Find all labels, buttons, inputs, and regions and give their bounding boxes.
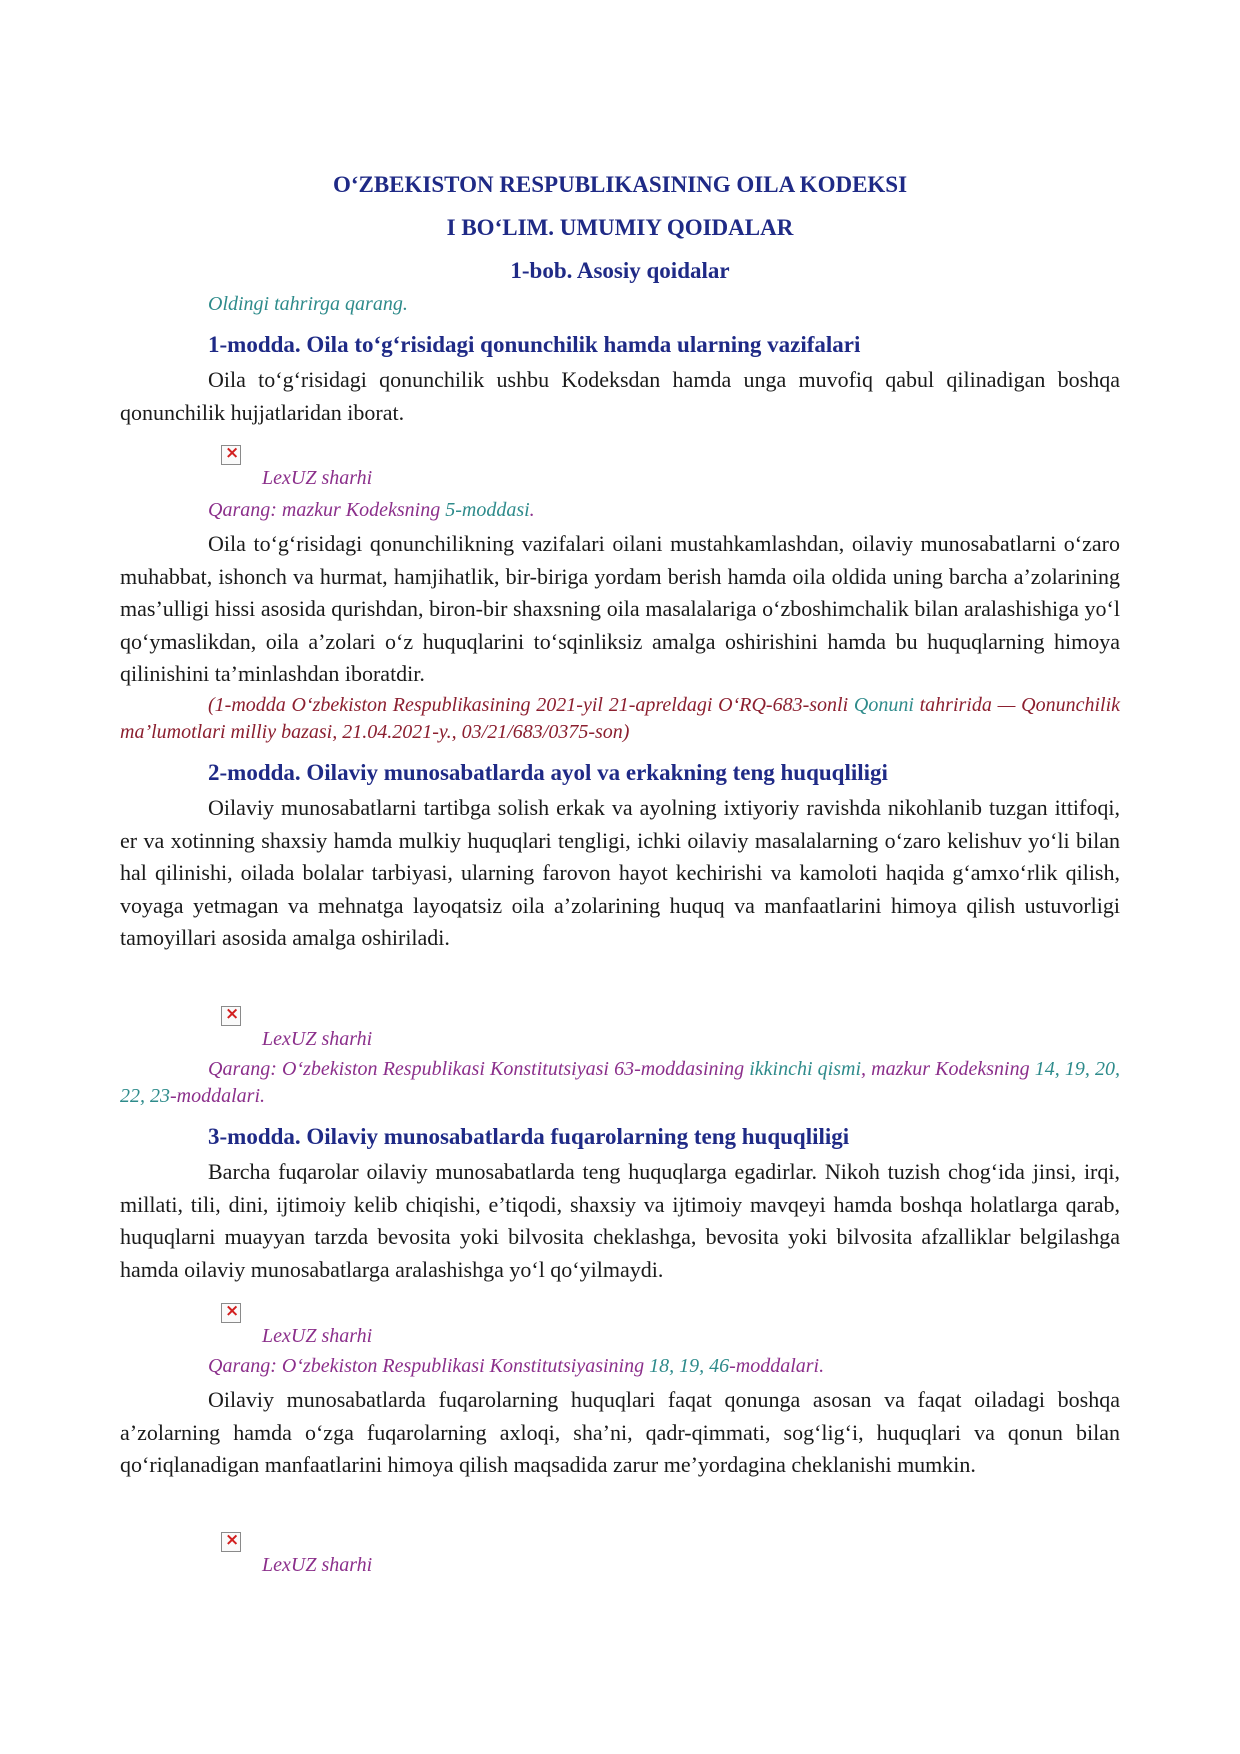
article-3-paragraph-2: Oilaviy munosabatlarda fuqarolarning huquqlari faqat qonunga asosan va faqat oiladagi boshqa a’zolarning hamda o‘zga fuqarolarning axloqi, sha’ni, qadr-qimmati, sog‘lig‘i, huquqlari va qonun bilan qo‘riqlanadigan manfaatlarini himoya qilish maqsadida zarur me’yordagina cheklanishi mumkin. <box>120 1387 1120 1477</box>
lexuz-commentary-label[interactable]: LexUZ sharhi <box>262 1028 373 1050</box>
broken-image-icon <box>221 1303 241 1323</box>
article-3-reference: Qarang: O‘zbekiston Respublikasi Konstitutsiyasining 18, 19, 46-moddalari. <box>208 1355 825 1377</box>
chapter-title: 1-bob. Asosiy qoidalar <box>510 258 730 283</box>
article-1-amendment-note: (1-modda O‘zbekiston Respublikasining 2021-yil 21-apreldagi O‘RQ-683-sonli Qonuni tahririda — Qonunchilik ma’lumotlari milliy bazasi, 21.04.2021-y., 03/21/683/0375-son) <box>120 694 1121 743</box>
lexuz-commentary-label[interactable]: LexUZ sharhi <box>262 1325 373 1347</box>
article-3-paragraph-1: Barcha fuqarolar oilaviy munosabatlarda teng huquqlarga egadirlar. Nikoh tuzish chog‘ida jinsi, irqi, millati, tili, dini, ijtimoiy kelib chiqishi, e’tiqodi, shaxsiy va ijtimoiy mavqeyi hamda boshqa holatlarga qarab, huquqlarni muayyan tarzda bevosita yoki bilvosita cheklashga, bevosita yoki bilvosita afzalliklar belgilashga hamda oilaviy munosabatlarga aralashishga yo‘l qo‘yilmaydi. <box>120 1159 1120 1282</box>
lexuz-commentary-4[interactable] <box>221 1532 621 1592</box>
constitution-articles-links[interactable]: 18, 19, 46 <box>649 1355 730 1377</box>
article-1-heading: 1-modda. Oila to‘g‘risidagi qonunchilik hamda ularning vazifalari <box>208 332 861 357</box>
lexuz-commentary-label[interactable]: LexUZ sharhi <box>262 1554 373 1576</box>
article-5-link[interactable]: 5-moddasi <box>445 499 530 521</box>
article-2-reference: Qarang: O‘zbekiston Respublikasi Konstitutsiyasi 63-moddasining ikkinchi qismi, mazkur Kodeksning 14, 19, 20, 22, 23-moddalari. <box>120 1058 1121 1107</box>
law-link[interactable]: Qonuni <box>853 694 914 716</box>
article-3-heading: 3-modda. Oilaviy munosabatlarda fuqarolarning teng huquqliligi <box>208 1124 850 1149</box>
broken-image-icon <box>221 1006 241 1026</box>
article-1-paragraph-2: Oila to‘g‘risidagi qonunchilikning vazifalari oilani mustahkamlashdan, oilaviy munosabatlarni o‘zaro muhabbat, ishonch va hurmat, hamjihatlik, bir-biriga yordam berish hamda oila oldida uning barcha a’zolarining mas’ulligi hissi asosida qurishdan, biron-bir shaxsning oila masalalariga o‘zboshimchalik bilan aralashishiga yo‘l qo‘ymaslikdan, oila a’zolari o‘z huquqlarini to‘sqinliksiz amalga oshirishini hamda bu huquqlarning himoya qilinishini ta’minlashdan iboratdir. <box>120 531 1120 686</box>
document-title: O‘ZBEKISTON RESPUBLIKASINING OILA KODEKSI <box>332 172 908 197</box>
articles-links[interactable]: 14, 19, 20, 22, 23 <box>120 1058 1121 1107</box>
article-2-paragraph-1: Oilaviy munosabatlarni tartibga solish erkak va ayolning ixtiyoriy ravishda nikohlanib tuzgan ittifoqi, er va xotinning shaxsiy hamda mulkiy huquqlari tengligi, ichki oilaviy masalalarning o‘zaro kelishuv yo‘li bilan hal qilinishi, oilada bolalar tarbiyasi, ularning farovon hayot kechirishi va kamoloti haqida g‘amxo‘rlik qilish, voyaga yetmagan va mehnatga layoqatsiz oila a’zolarining huquq va manfaatlarini himoya qilish ustuvorligi tamoyillari asosida amalga oshiriladi. <box>120 795 1120 950</box>
previous-edition-link[interactable]: Oldingi tahrirga qarang. <box>208 293 408 315</box>
section-title: I BO‘LIM. UMUMIY QOIDALAR <box>446 215 794 240</box>
article-1-reference: Qarang: mazkur Kodeksning 5-moddasi. <box>208 499 535 521</box>
broken-image-icon <box>221 1532 241 1552</box>
second-part-link[interactable]: ikkinchi qismi <box>749 1058 861 1080</box>
broken-image-icon <box>221 445 241 465</box>
article-1-paragraph-1: Oila to‘g‘risidagi qonunchilik ushbu Kodeksdan hamda unga muvofiq qabul qilinadigan boshqa qonunchilik hujjatlaridan iborat. <box>120 367 1120 425</box>
article-2-heading: 2-modda. Oilaviy munosabatlarda ayol va erkakning teng huquqliligi <box>208 760 888 785</box>
lexuz-commentary-label[interactable]: LexUZ sharhi <box>262 467 373 489</box>
